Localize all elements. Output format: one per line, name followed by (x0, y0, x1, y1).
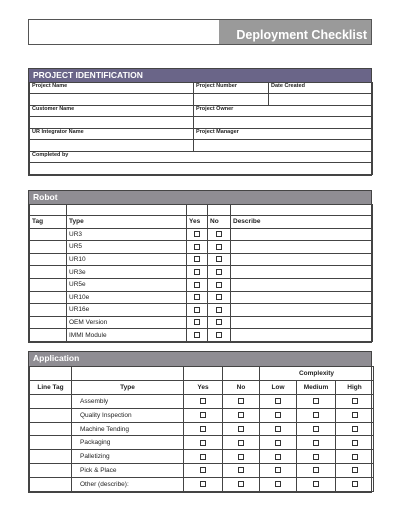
robot-row (30, 291, 373, 304)
complexity-high-cell (336, 436, 374, 450)
application-no-cell (223, 436, 260, 450)
application-yes-checkbox[interactable] (200, 398, 206, 404)
application-yes-header: Yes (184, 380, 223, 394)
complexity-high-checkbox[interactable] (352, 398, 358, 404)
robot-describe-field[interactable] (231, 291, 373, 304)
complexity-high-cell (336, 478, 374, 492)
complexity-high-checkbox[interactable] (352, 412, 358, 418)
line-tag-header: Line Tag (30, 380, 72, 394)
robot-type-label: UR16e (67, 304, 187, 317)
medium-header: Medium (297, 380, 336, 394)
robot-tag-field[interactable] (30, 278, 67, 291)
line-tag-field[interactable] (30, 408, 72, 422)
application-yes-cell (184, 450, 223, 464)
robot-yes-checkbox[interactable] (194, 332, 200, 338)
application-yes-cell (184, 436, 223, 450)
application-no-checkbox[interactable] (238, 481, 244, 487)
complexity-medium-checkbox[interactable] (313, 481, 319, 487)
robot-describe-field[interactable] (231, 266, 373, 279)
project-number-label: Project Number (196, 83, 237, 89)
project-owner-value[interactable] (194, 117, 373, 129)
application-rows (30, 394, 374, 491)
complexity-medium-checkbox[interactable] (313, 454, 319, 460)
line-tag-field[interactable] (30, 422, 72, 436)
robot-type-label: IMMI Module (67, 329, 187, 342)
complexity-high-checkbox[interactable] (352, 440, 358, 446)
application-yes-checkbox[interactable] (200, 481, 206, 487)
complexity-medium-cell (297, 464, 336, 478)
high-header: High (336, 380, 374, 394)
robot-no-checkbox[interactable] (216, 332, 222, 338)
line-tag-field[interactable] (30, 478, 72, 492)
ur-integrator-name-label: UR Integrator Name (32, 129, 84, 135)
robot-no-checkbox[interactable] (216, 231, 222, 237)
project-name-field[interactable] (30, 83, 194, 94)
customer-name-value[interactable] (30, 117, 194, 129)
complexity-low-checkbox[interactable] (275, 454, 281, 460)
robot-yes-checkbox[interactable] (194, 244, 200, 250)
robot-spacer-cell (67, 205, 187, 216)
customer-name-field[interactable] (30, 106, 194, 117)
project-number-value[interactable] (194, 94, 269, 106)
robot-describe-field[interactable] (231, 304, 373, 317)
robot-tag-header: Tag (30, 216, 67, 229)
application-row (30, 408, 374, 422)
robot-tag-field[interactable] (30, 228, 67, 241)
robot-describe-field[interactable] (231, 316, 373, 329)
robot-describe-field[interactable] (231, 253, 373, 266)
robot-yes-checkbox[interactable] (194, 319, 200, 325)
complexity-low-checkbox[interactable] (275, 412, 281, 418)
complexity-high-cell (336, 408, 374, 422)
robot-tag-field[interactable] (30, 316, 67, 329)
robot-tag-field[interactable] (30, 253, 67, 266)
date-created-label: Date Created (271, 83, 305, 89)
application-row (30, 422, 374, 436)
project-owner-field[interactable] (194, 106, 373, 117)
robot-yes-cell (187, 291, 208, 304)
complexity-medium-cell (297, 478, 336, 492)
application-section (28, 351, 372, 493)
complexity-medium-checkbox[interactable] (313, 398, 319, 404)
robot-row (30, 316, 373, 329)
header-box (28, 19, 372, 45)
completed-by-value[interactable] (30, 163, 373, 175)
application-yes-cell (184, 408, 223, 422)
complexity-medium-checkbox[interactable] (313, 426, 319, 432)
application-yes-checkbox[interactable] (200, 467, 206, 473)
robot-no-checkbox[interactable] (216, 294, 222, 300)
application-no-checkbox[interactable] (238, 454, 244, 460)
project-number-field[interactable] (194, 83, 269, 94)
application-title: Application (29, 352, 371, 366)
robot-no-cell (208, 241, 231, 254)
application-row (30, 394, 374, 408)
robot-type-header: Type (67, 216, 187, 229)
application-row (30, 450, 374, 464)
complexity-medium-cell (297, 394, 336, 408)
robot-type-label: UR10 (67, 253, 187, 266)
complexity-low-checkbox[interactable] (275, 481, 281, 487)
application-type-header: Type (72, 380, 184, 394)
complexity-low-checkbox[interactable] (275, 426, 281, 432)
application-type-label: Packaging (72, 436, 184, 450)
robot-row (30, 304, 373, 317)
project-manager-field[interactable] (194, 129, 373, 140)
complexity-low-cell (260, 436, 297, 450)
application-row (30, 464, 374, 478)
robot-spacer-cell (30, 205, 67, 216)
robot-tag-field[interactable] (30, 266, 67, 279)
robot-no-checkbox[interactable] (216, 307, 222, 313)
robot-yes-cell (187, 241, 208, 254)
application-type-label: Machine Tending (72, 422, 184, 436)
date-created-value[interactable] (269, 94, 373, 106)
robot-row (30, 329, 373, 342)
robot-yes-checkbox[interactable] (194, 231, 200, 237)
application-no-header: No (223, 380, 260, 394)
application-yes-checkbox[interactable] (200, 426, 206, 432)
robot-type-label: UR5e (67, 278, 187, 291)
robot-no-cell (208, 291, 231, 304)
robot-yes-checkbox[interactable] (194, 256, 200, 262)
complexity-medium-checkbox[interactable] (313, 440, 319, 446)
robot-describe-field[interactable] (231, 228, 373, 241)
robot-no-checkbox[interactable] (216, 282, 222, 288)
application-no-cell (223, 478, 260, 492)
robot-tag-field[interactable] (30, 304, 67, 317)
robot-describe-field[interactable] (231, 329, 373, 342)
robot-no-cell (208, 304, 231, 317)
robot-tag-field[interactable] (30, 329, 67, 342)
robot-no-cell (208, 253, 231, 266)
complexity-high-cell (336, 450, 374, 464)
date-created-field[interactable] (269, 83, 373, 94)
robot-no-checkbox[interactable] (216, 244, 222, 250)
robot-row (30, 228, 373, 241)
robot-yes-cell (187, 329, 208, 342)
application-no-checkbox[interactable] (238, 426, 244, 432)
robot-row (30, 266, 373, 279)
robot-spacer-cell (231, 205, 373, 216)
project-name-value[interactable] (30, 94, 194, 106)
application-yes-cell (184, 422, 223, 436)
line-tag-field[interactable] (30, 450, 72, 464)
robot-no-cell (208, 316, 231, 329)
robot-table (29, 204, 373, 342)
project-identification-table (29, 82, 373, 175)
line-tag-field[interactable] (30, 464, 72, 478)
robot-yes-cell (187, 316, 208, 329)
ur-integrator-name-value[interactable] (30, 140, 194, 152)
robot-no-cell (208, 329, 231, 342)
complexity-low-cell (260, 394, 297, 408)
application-no-checkbox[interactable] (238, 440, 244, 446)
robot-yes-cell (187, 278, 208, 291)
robot-no-checkbox[interactable] (216, 269, 222, 275)
complexity-high-cell (336, 422, 374, 436)
complexity-low-cell (260, 478, 297, 492)
project-manager-value[interactable] (194, 140, 373, 152)
application-no-cell (223, 408, 260, 422)
complexity-high-checkbox[interactable] (352, 426, 358, 432)
robot-no-cell (208, 228, 231, 241)
application-no-cell (223, 464, 260, 478)
ur-integrator-name-field[interactable] (30, 129, 194, 140)
robot-no-checkbox[interactable] (216, 319, 222, 325)
robot-no-cell (208, 278, 231, 291)
application-spacer-cell (223, 367, 260, 381)
application-yes-cell (184, 394, 223, 408)
robot-tag-field[interactable] (30, 291, 67, 304)
project-manager-label: Project Manager (196, 129, 239, 135)
application-no-checkbox[interactable] (238, 398, 244, 404)
low-header: Low (260, 380, 297, 394)
application-type-label: Other (describe): (72, 478, 184, 492)
application-type-label: Pick & Place (72, 464, 184, 478)
robot-spacer-cell (208, 205, 231, 216)
application-no-checkbox[interactable] (238, 412, 244, 418)
application-row (30, 478, 374, 492)
robot-describe-field[interactable] (231, 241, 373, 254)
application-row (30, 436, 374, 450)
complexity-high-cell (336, 394, 374, 408)
complexity-low-cell (260, 408, 297, 422)
application-no-cell (223, 450, 260, 464)
application-spacer-cell (184, 367, 223, 381)
complexity-header: Complexity (260, 367, 374, 381)
application-table (29, 366, 374, 492)
robot-type-label: OEM Version (67, 316, 187, 329)
robot-tag-field[interactable] (30, 241, 67, 254)
complexity-high-cell (336, 464, 374, 478)
robot-type-label: UR5 (67, 241, 187, 254)
robot-yes-cell (187, 266, 208, 279)
line-tag-field[interactable] (30, 394, 72, 408)
robot-type-label: UR3 (67, 228, 187, 241)
robot-yes-header: Yes (187, 216, 208, 229)
robot-section (28, 190, 372, 343)
complexity-high-checkbox[interactable] (352, 467, 358, 473)
header-blank-field[interactable] (29, 20, 219, 44)
application-no-cell (223, 422, 260, 436)
complexity-medium-cell (297, 408, 336, 422)
robot-no-cell (208, 266, 231, 279)
robot-yes-cell (187, 228, 208, 241)
robot-type-label: UR3e (67, 266, 187, 279)
application-spacer-cell (72, 367, 184, 381)
complexity-high-checkbox[interactable] (352, 481, 358, 487)
robot-title: Robot (29, 191, 371, 204)
completed-by-field[interactable] (30, 152, 373, 163)
robot-row (30, 278, 373, 291)
robot-spacer-cell (187, 205, 208, 216)
application-type-label: Assembly (72, 394, 184, 408)
robot-no-header: No (208, 216, 231, 229)
page-title: Deployment Checklist (219, 20, 371, 44)
project-name-label: Project Name (32, 83, 68, 89)
robot-row (30, 241, 373, 254)
robot-row (30, 253, 373, 266)
robot-yes-checkbox[interactable] (194, 269, 200, 275)
robot-yes-checkbox[interactable] (194, 294, 200, 300)
complexity-medium-checkbox[interactable] (313, 412, 319, 418)
complexity-low-cell (260, 464, 297, 478)
complexity-medium-cell (297, 422, 336, 436)
robot-yes-checkbox[interactable] (194, 282, 200, 288)
robot-yes-checkbox[interactable] (194, 307, 200, 313)
complexity-medium-cell (297, 436, 336, 450)
application-yes-checkbox[interactable] (200, 454, 206, 460)
complexity-low-cell (260, 450, 297, 464)
application-type-label: Quality Inspection (72, 408, 184, 422)
project-owner-label: Project Owner (196, 106, 234, 112)
completed-by-label: Completed by (32, 152, 69, 158)
application-yes-cell (184, 464, 223, 478)
application-yes-checkbox[interactable] (200, 412, 206, 418)
robot-yes-cell (187, 253, 208, 266)
complexity-medium-cell (297, 450, 336, 464)
complexity-high-checkbox[interactable] (352, 454, 358, 460)
robot-describe-field[interactable] (231, 278, 373, 291)
application-no-cell (223, 394, 260, 408)
robot-type-label: UR10e (67, 291, 187, 304)
complexity-low-checkbox[interactable] (275, 398, 281, 404)
complexity-low-cell (260, 422, 297, 436)
application-yes-checkbox[interactable] (200, 440, 206, 446)
line-tag-field[interactable] (30, 436, 72, 450)
robot-no-checkbox[interactable] (216, 256, 222, 262)
application-yes-cell (184, 478, 223, 492)
complexity-low-checkbox[interactable] (275, 467, 281, 473)
project-identification-section (28, 68, 372, 176)
complexity-medium-checkbox[interactable] (313, 467, 319, 473)
application-spacer-cell (30, 367, 72, 381)
complexity-low-checkbox[interactable] (275, 440, 281, 446)
robot-yes-cell (187, 304, 208, 317)
application-type-label: Palletizing (72, 450, 184, 464)
customer-name-label: Customer Name (32, 106, 75, 112)
robot-describe-header: Describe (231, 216, 373, 229)
robot-rows (30, 228, 373, 341)
application-no-checkbox[interactable] (238, 467, 244, 473)
project-identification-title: PROJECT IDENTIFICATION (29, 69, 371, 82)
